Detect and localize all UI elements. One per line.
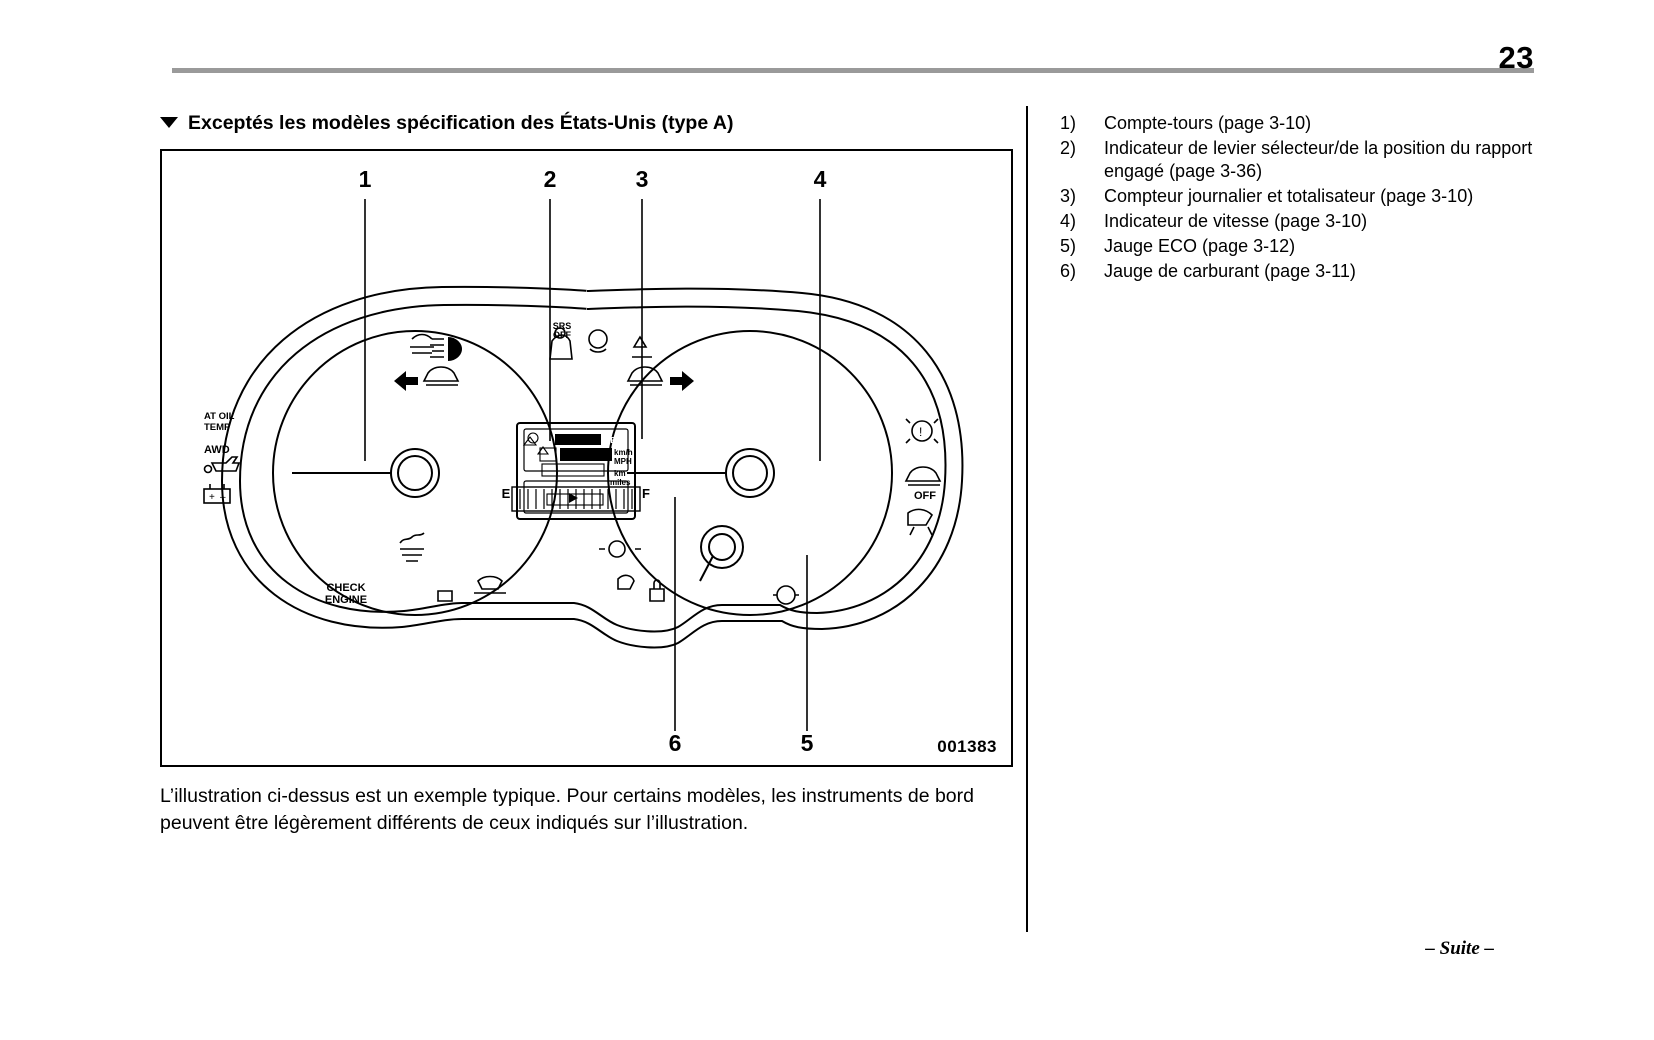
page-header (172, 40, 1534, 80)
list-item (1060, 235, 1560, 258)
lcd-miles-label: miles (610, 478, 631, 488)
lcd-set-label: SET (605, 436, 621, 446)
legend-number: 3) (1060, 186, 1077, 207)
callout-5: 5 (800, 730, 814, 757)
callout-4: 4 (813, 166, 827, 193)
callout-1: 1 (358, 166, 372, 193)
fuel-full-label: F (642, 486, 650, 502)
vdc-off-label: OFF (914, 490, 936, 503)
at-oil-temp-label-line2: TEMP (204, 422, 231, 434)
list-item (1060, 185, 1560, 208)
callout-3: 3 (635, 166, 649, 193)
svg-text:–: – (220, 492, 226, 504)
legend-list (1060, 112, 1560, 285)
lcd-mph-label: MPH (614, 457, 632, 467)
legend-number: 4) (1060, 211, 1077, 232)
instrument-cluster-drawing (162, 151, 1011, 765)
check-engine-label-line2: ENGINE (324, 594, 368, 607)
svg-text:+: + (209, 492, 215, 504)
legend-number: 5) (1060, 236, 1077, 257)
figure-caption: L’illustration ci-dessus est un exemple typique. Pour certains modèles, les instruments de bord peuvent être légèrement différents de ceux indiqués sur l’illustration. (160, 785, 974, 835)
legend-number: 1) (1060, 113, 1077, 133)
list-item (1060, 137, 1560, 183)
legend-label: Indicateur de levier sélecteur/de la position du rapport engagé (page 3-36) (1104, 138, 1533, 182)
header-rule (172, 68, 1534, 73)
list-item (1060, 260, 1560, 283)
section-heading-text: Exceptés les modèles spécification des États-Unis (type A) (188, 112, 734, 134)
srs-off-label-line1: SRS (552, 321, 572, 332)
srs-off-label-line2: OFF (553, 330, 571, 341)
svg-text:!: ! (919, 425, 923, 440)
lcd-kmh-label: km/h (614, 448, 633, 458)
figure-id: 001383 (937, 737, 997, 757)
lcd-km-label: km (614, 469, 626, 479)
at-oil-temp-label-line1: AT OIL (204, 411, 235, 423)
check-engine-label-line1: CHECK (326, 582, 366, 595)
figure-instrument-cluster (160, 149, 1013, 767)
column-divider (1026, 106, 1028, 932)
awd-label: AWD (204, 444, 230, 457)
list-item (1060, 210, 1560, 233)
continued-footer: – Suite – (1425, 938, 1494, 959)
callout-6: 6 (668, 730, 682, 757)
legend-label: Compteur journalier et totalisateur (page 3-10) (1104, 186, 1474, 207)
triangle-marker-icon (160, 117, 178, 128)
page-number: 23 (1498, 40, 1534, 75)
left-column (160, 112, 1015, 837)
legend-label: Jauge ECO (page 3-12) (1104, 236, 1296, 257)
legend-label: Jauge de carburant (page 3-11) (1104, 261, 1356, 282)
callout-leaders (365, 199, 820, 731)
section-heading (160, 112, 1015, 135)
legend-label: Compte-tours (page 3-10) (1104, 113, 1312, 133)
callout-2: 2 (543, 166, 557, 193)
fuel-empty-label: E (501, 486, 511, 502)
top-telltale-icons (394, 328, 694, 391)
legend-number: 6) (1060, 261, 1077, 282)
list-item (1060, 112, 1560, 135)
legend-number: 2) (1060, 138, 1077, 159)
legend-label: Indicateur de vitesse (page 3-10) (1104, 211, 1368, 232)
